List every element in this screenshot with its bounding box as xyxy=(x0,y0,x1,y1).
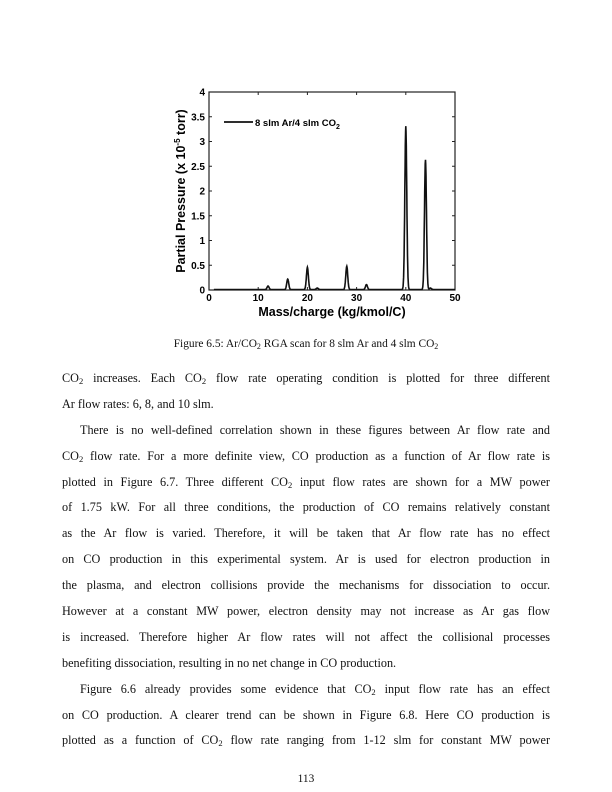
text-run: However at a constant MW power, electron density may not increase as Ar gas flow xyxy=(62,604,550,619)
y-axis-label xyxy=(173,109,188,272)
text-run: as the Ar flow is varied. Therefore, it will be taken that Ar flow rate has no effect xyxy=(62,526,550,541)
y-label-part: -5 xyxy=(173,138,182,146)
y-tick-label: 1.5 xyxy=(191,211,205,223)
text-line xyxy=(62,418,550,444)
rga-scan-chart xyxy=(160,80,470,325)
y-label-part: torr) xyxy=(174,109,188,139)
text-run: benefiting dissociation, resulting in no net change in CO production. xyxy=(62,655,397,670)
x-tick-label: 30 xyxy=(351,293,363,304)
text-line xyxy=(62,521,550,547)
figure-caption xyxy=(0,338,612,350)
subscript: 2 xyxy=(218,738,223,749)
text-run: of 1.75 kW. For all three conditions, the production of CO remains relatively constant xyxy=(62,500,550,515)
legend-subscript: 2 xyxy=(335,124,340,131)
text-run: flow rate ranging from 1-12 slm for constant MW power xyxy=(222,733,550,748)
y-tick-label: 0.5 xyxy=(191,260,205,272)
x-tick-label: 40 xyxy=(400,293,412,304)
subscript: 2 xyxy=(201,376,207,386)
text-line xyxy=(62,495,550,521)
text-run: plotted as a function of CO xyxy=(62,733,219,748)
text-run: the plasma, and electron collisions provide the mechanisms for dissociation to occur. xyxy=(62,578,550,593)
y-tick-label: 2.5 xyxy=(191,161,205,173)
text-run: CO xyxy=(62,448,79,463)
text-run: RGA scan for 8 slm Ar and 4 slm CO xyxy=(260,338,435,350)
text-run: input flow rates are shown for a MW power xyxy=(292,474,550,489)
text-line xyxy=(62,625,550,651)
y-tick-label: 0 xyxy=(199,285,205,297)
text-line xyxy=(62,392,550,418)
text-line xyxy=(62,599,550,625)
y-tick-label: 1 xyxy=(199,236,205,247)
subscript: 2 xyxy=(78,453,84,464)
page-number: 113 xyxy=(297,773,315,785)
text-line xyxy=(62,547,550,573)
x-tick-label: 20 xyxy=(301,293,313,304)
text-run: Figure 6.5: Ar/CO xyxy=(173,338,257,350)
text-run: on CO production. A clearer trend can be shown in Figure 6.8. Here CO production is xyxy=(62,707,550,722)
subscript: 2 xyxy=(287,479,293,490)
y-tick-label: 3 xyxy=(199,137,205,148)
legend-text: 8 slm Ar/4 slm CO xyxy=(255,118,336,129)
subscript: 2 xyxy=(256,342,261,351)
text-run: on CO production in this experimental system. Ar is used for electron production in xyxy=(62,552,550,567)
text-run: flow rate operating condition is plotted for three different xyxy=(206,371,550,385)
subscript: 2 xyxy=(78,376,84,386)
x-tick-label: 10 xyxy=(252,293,264,304)
text-line xyxy=(62,677,550,703)
text-line xyxy=(62,703,550,729)
text-line xyxy=(62,444,550,470)
x-tick-label: 0 xyxy=(206,293,212,304)
text-run: plotted in Figure 6.7. Three different CO xyxy=(62,474,288,489)
x-axis-label: Mass/charge (kg/kmol/C) xyxy=(258,305,406,319)
text-line xyxy=(62,470,550,496)
text-run: Figure 6.6 already provides some evidence that CO xyxy=(80,681,372,696)
text-run: increases. Each CO xyxy=(83,371,202,385)
text-line xyxy=(62,651,550,677)
text-line xyxy=(62,573,550,599)
x-tick-label: 50 xyxy=(449,293,461,304)
subscript: 2 xyxy=(371,686,376,697)
y-tick-label: 2 xyxy=(199,186,205,198)
text-run: is increased. Therefore higher Ar flow rates will not affect the collisional processes xyxy=(62,629,550,644)
y-tick-label: 3.5 xyxy=(191,112,205,124)
text-run: input flow rate has an effect xyxy=(375,681,550,696)
text-run: There is no well-defined correlation shown in these figures between Ar flow rate and xyxy=(80,422,550,437)
text-run: CO xyxy=(62,371,79,385)
y-label-part: Partial Pressure (x 10 xyxy=(174,145,188,273)
text-line xyxy=(62,728,550,754)
subscript: 2 xyxy=(434,342,439,351)
body-text xyxy=(62,366,550,754)
text-run: Ar flow rates: 6, 8, and 10 slm. xyxy=(62,396,214,411)
text-line xyxy=(62,366,550,392)
text-run: flow rate. For a more definite view, CO production as a function of Ar flow rate is xyxy=(83,448,550,463)
y-tick-label: 4 xyxy=(199,87,205,99)
